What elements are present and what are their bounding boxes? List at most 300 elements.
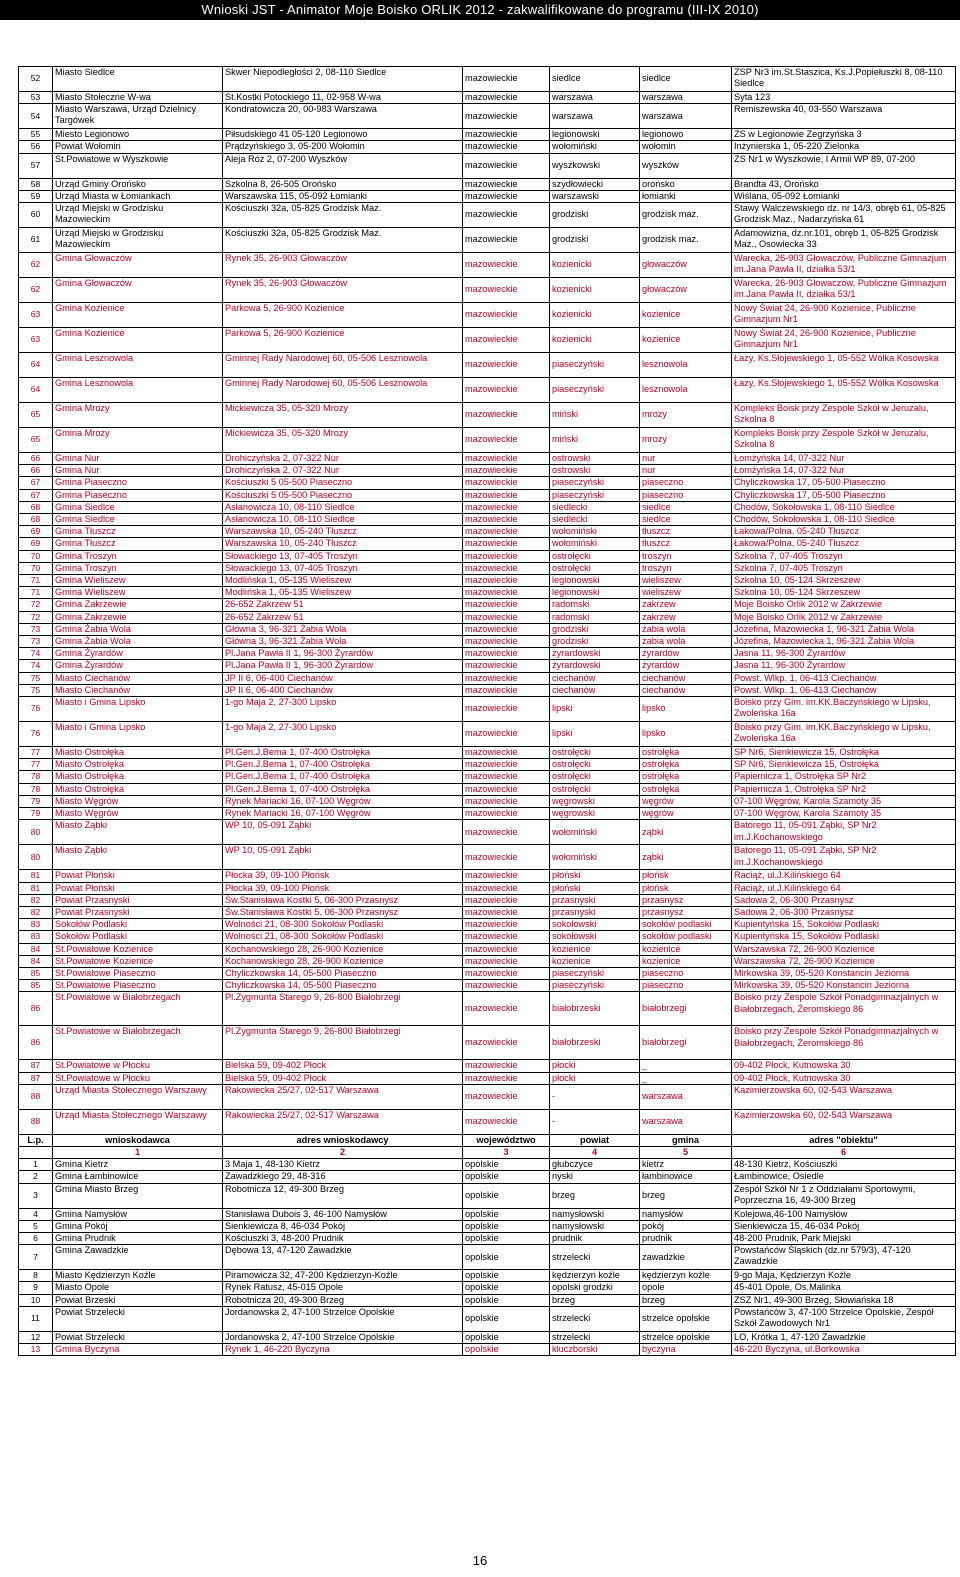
cell-lp: 85	[19, 967, 53, 979]
colnum-5: 5	[640, 1146, 732, 1158]
cell-gmina: kozienice	[640, 303, 732, 328]
cell-lp: 82	[19, 894, 53, 906]
cell-powiat: ostrołęcki	[550, 562, 640, 574]
cell-wojewodztwo: opolskie	[463, 1220, 550, 1232]
cell-gmina: piaseczno	[640, 489, 732, 501]
cell-powiat: legionowski	[550, 129, 640, 141]
cell-lp: 73	[19, 623, 53, 635]
page-number: 16	[472, 1553, 488, 1568]
cell-adres-wnioskodawcy: Św.Stanisława Kostki 5, 06-300 Przasnysz	[223, 894, 463, 906]
table-row	[19, 477, 956, 489]
colnum-2: 2	[223, 1146, 463, 1158]
cell-adres-wnioskodawcy: 26-652 Zakrzew 51	[223, 599, 463, 611]
cell-adres-wnioskodawcy: Płocka 39, 09-100 Płońsk	[223, 870, 463, 882]
cell-powiat: węgrowski	[550, 795, 640, 807]
colnum-lp	[19, 1146, 53, 1158]
cell-wojewodztwo: mazowieckie	[463, 599, 550, 611]
cell-gmina: wieliszew	[640, 575, 732, 587]
cell-gmina: żyrardów	[640, 660, 732, 672]
cell-powiat: kędzierzyn koźle	[550, 1270, 640, 1282]
table-row	[19, 550, 956, 562]
table-row	[19, 992, 956, 1026]
cell-wojewodztwo: mazowieckie	[463, 453, 550, 465]
cell-powiat: brzeg	[550, 1183, 640, 1208]
cell-adres-obiektu: Sadowa 2, 06-300 Przasnysz	[732, 894, 956, 906]
cell-gmina: żabia wola	[640, 623, 732, 635]
cell-adres-wnioskodawcy: Pl.Jana Pawła II 1, 96-300 Żyrardów	[223, 648, 463, 660]
cell-adres-wnioskodawcy: Parkowa 5, 26-900 Kozienice	[223, 303, 463, 328]
cell-wojewodztwo: mazowieckie	[463, 228, 550, 253]
cell-gmina: lipsko	[640, 722, 732, 747]
cell-wnioskodawca: Gmina Mrozy	[53, 403, 223, 428]
cell-wnioskodawca: St.Powiatowe w Płocku	[53, 1072, 223, 1084]
cell-wojewodztwo: mazowieckie	[463, 845, 550, 870]
cell-gmina: opole	[640, 1282, 732, 1294]
cell-gmina: mrozy	[640, 403, 732, 428]
table-row	[19, 278, 956, 303]
cell-adres-obiektu: Brandta 43, Orońsko	[732, 178, 956, 190]
cell-wnioskodawca: Gmina Lesznowola	[53, 353, 223, 378]
cell-wnioskodawca: Powiat Przasnyski	[53, 894, 223, 906]
table-row	[19, 759, 956, 771]
cell-lp: 69	[19, 526, 53, 538]
cell-wnioskodawca: Urząd Miasta Stołecznego Warszawy	[53, 1109, 223, 1134]
table-row	[19, 353, 956, 378]
cell-powiat: piaseczyński	[550, 353, 640, 378]
cell-lp: 74	[19, 648, 53, 660]
cell-adres-obiektu: Batorego 11, 05-091 Ząbki, SP Nr2 im.J.Kochanowskiego	[732, 820, 956, 845]
cell-powiat: kozienicki	[550, 328, 640, 353]
cell-wojewodztwo: mazowieckie	[463, 894, 550, 906]
cell-adres-wnioskodawcy: 1-go Maja 2, 27-300 Lipsko	[223, 697, 463, 722]
cell-gmina: głowaczów	[640, 278, 732, 303]
table-row	[19, 1270, 956, 1282]
cell-wnioskodawca: Powiat Strzelecki	[53, 1306, 223, 1331]
cell-wnioskodawca: Powiat Płoński	[53, 882, 223, 894]
cell-adres-wnioskodawcy: Pl.Gen.J.Bema 1, 07-400 Ostrołęka	[223, 747, 463, 759]
cell-adres-obiektu: 07-100 Węgrów, Karola Szamoty 35	[732, 808, 956, 820]
cell-wojewodztwo: mazowieckie	[463, 587, 550, 599]
cell-wnioskodawca: St.Powiatowe w Płocku	[53, 1060, 223, 1072]
cell-adres-obiektu: Wiślana, 05-092 Łomianki	[732, 190, 956, 202]
cell-lp: 84	[19, 943, 53, 955]
cell-adres-obiektu: Jasna 11, 96-300 Żyrardów	[732, 660, 956, 672]
cell-powiat: namysłowski	[550, 1208, 640, 1220]
cell-wojewodztwo: mazowieckie	[463, 967, 550, 979]
cell-adres-wnioskodawcy: Piramowicza 32, 47-200 Kędzierzyn-Koźle	[223, 1270, 463, 1282]
cell-adres-wnioskodawcy: Warszawska 115, 05-092 Łomianki	[223, 190, 463, 202]
cell-lp: 80	[19, 820, 53, 845]
table-row	[19, 1109, 956, 1134]
cell-wojewodztwo: mazowieckie	[463, 575, 550, 587]
cell-gmina: legionowo	[640, 129, 732, 141]
cell-adres-wnioskodawcy: Kościuszki 32a, 05-825 Grodzisk Maz.	[223, 203, 463, 228]
cell-wojewodztwo: mazowieckie	[463, 808, 550, 820]
cell-powiat: wołomiński	[550, 141, 640, 153]
cell-gmina: zawadzkie	[640, 1245, 732, 1270]
cell-adres-wnioskodawcy: Bielska 59, 09-402 Płock	[223, 1060, 463, 1072]
cell-lp: 84	[19, 955, 53, 967]
cell-lp: 79	[19, 795, 53, 807]
cell-wojewodztwo: mazowieckie	[463, 489, 550, 501]
table-row	[19, 845, 956, 870]
cell-powiat: siedlce	[550, 67, 640, 92]
cell-lp: 86	[19, 1026, 53, 1060]
cell-wnioskodawca: Miasto Ciechanów	[53, 672, 223, 684]
cell-lp: 78	[19, 771, 53, 783]
cell-powiat: piaseczyński	[550, 477, 640, 489]
cell-adres-obiektu: Mirkowska 39, 05-520 Konstancin Jeziorna	[732, 967, 956, 979]
cell-lp: 68	[19, 514, 53, 526]
cell-lp: 4	[19, 1208, 53, 1220]
table-row	[19, 870, 956, 882]
cell-gmina: węgrów	[640, 808, 732, 820]
cell-wnioskodawca: Miasto Ząbki	[53, 820, 223, 845]
cell-powiat: przasnyski	[550, 906, 640, 918]
table-row	[19, 178, 956, 190]
cell-lp: 81	[19, 870, 53, 882]
cell-gmina: płońsk	[640, 882, 732, 894]
cell-gmina: strzelce opolskie	[640, 1331, 732, 1343]
cell-wojewodztwo: mazowieckie	[463, 795, 550, 807]
cell-lp: 86	[19, 992, 53, 1026]
cell-adres-wnioskodawcy: Pl.Gen.J.Bema 1, 07-400 Ostrołęka	[223, 771, 463, 783]
cell-gmina: płońsk	[640, 870, 732, 882]
cell-adres-wnioskodawcy: Sienkiewicza 8, 46-034 Pokój	[223, 1220, 463, 1232]
cell-adres-wnioskodawcy: Płocka 39, 09-100 Płońsk	[223, 882, 463, 894]
cell-wnioskodawca: Gmina Żyrardów	[53, 660, 223, 672]
cell-powiat: strzelecki	[550, 1245, 640, 1270]
cell-wojewodztwo: mazowieckie	[463, 1109, 550, 1134]
cell-adres-obiektu: 9-go Maja, Kędzierzyn Koźle	[732, 1270, 956, 1282]
cell-adres-obiektu: 09-402 Płock, Kutnowska 30	[732, 1072, 956, 1084]
cell-wnioskodawca: Miasto i Gmina Lipsko	[53, 722, 223, 747]
cell-powiat: żyrardowski	[550, 660, 640, 672]
cell-adres-wnioskodawcy: Św.Stanisława Kostki 5, 06-300 Przasnysz	[223, 906, 463, 918]
cell-lp: 67	[19, 489, 53, 501]
cell-gmina: grodzisk maz.	[640, 203, 732, 228]
cell-wojewodztwo: mazowieckie	[463, 550, 550, 562]
cell-wojewodztwo: mazowieckie	[463, 428, 550, 453]
cell-lp: 68	[19, 501, 53, 513]
table-body-mazowieckie	[19, 67, 956, 1135]
cell-wojewodztwo: mazowieckie	[463, 771, 550, 783]
colnum-6: 6	[732, 1146, 956, 1158]
cell-lp: 60	[19, 203, 53, 228]
cell-adres-obiektu: Papiernicza 1, Ostrołęka SP Nr2	[732, 771, 956, 783]
cell-adres-obiektu: Warecka, 26-903 Głowaczów, Publiczne Gimnazjum im.Jana Pawła II, działka 53/1	[732, 253, 956, 278]
cell-lp: 64	[19, 378, 53, 403]
applications-table	[18, 66, 956, 1356]
cell-powiat: ostrołęcki	[550, 771, 640, 783]
cell-wojewodztwo: mazowieckie	[463, 931, 550, 943]
cell-wojewodztwo: mazowieckie	[463, 820, 550, 845]
table-row	[19, 328, 956, 353]
cell-adres-wnioskodawcy: Kościuszki 5 05-500 Piaseczno	[223, 489, 463, 501]
cell-gmina: łambinowice	[640, 1171, 732, 1183]
cell-adres-obiektu: 45-401 Opole, Os.Malinka	[732, 1282, 956, 1294]
cell-adres-wnioskodawcy: Skwer Niepodległości 2, 08-110 Siedlce	[223, 67, 463, 92]
cell-wnioskodawca: Miasto Ostrołęka	[53, 771, 223, 783]
cell-powiat: siedlecki	[550, 501, 640, 513]
cell-wojewodztwo: opolskie	[463, 1183, 550, 1208]
cell-adres-obiektu: 48-130 Kietrz, Kościuszki	[732, 1159, 956, 1171]
cell-lp: 67	[19, 477, 53, 489]
cell-adres-obiektu: Inżynierska 1, 05-220 Zielonka	[732, 141, 956, 153]
cell-adres-obiektu: Jasna 11, 96-300 Żyrardów	[732, 648, 956, 660]
cell-wojewodztwo: mazowieckie	[463, 353, 550, 378]
cell-wnioskodawca: Gmina Siedlce	[53, 501, 223, 513]
cell-wnioskodawca: Gmina Lesznowola	[53, 378, 223, 403]
cell-wnioskodawca: Gmina Głowaczów	[53, 253, 223, 278]
table-row	[19, 465, 956, 477]
cell-lp: 11	[19, 1306, 53, 1331]
cell-wojewodztwo: mazowieckie	[463, 92, 550, 104]
cell-lp: 85	[19, 980, 53, 992]
cell-wnioskodawca: Gmina Byczyna	[53, 1343, 223, 1355]
cell-adres-obiektu: Warszawska 72, 26-900 Kozienice	[732, 943, 956, 955]
cell-powiat: piaseczyński	[550, 378, 640, 403]
cell-adres-wnioskodawcy: Kondratowicza 20, 00-983 Warszawa	[223, 104, 463, 129]
cell-wnioskodawca: Gmina Nur	[53, 465, 223, 477]
cell-gmina: kietrz	[640, 1159, 732, 1171]
table-row	[19, 636, 956, 648]
cell-powiat: warszawa	[550, 92, 640, 104]
cell-adres-wnioskodawcy: Główna 3, 96-321 Żabia Wola	[223, 623, 463, 635]
cell-wojewodztwo: opolskie	[463, 1208, 550, 1220]
cell-wnioskodawca: Miasto i Gmina Lipsko	[53, 697, 223, 722]
header-wojewodztwo: województwo	[463, 1134, 550, 1146]
cell-powiat: radomski	[550, 599, 640, 611]
cell-adres-wnioskodawcy: Robotnicza 12, 49-300 Brzeg	[223, 1183, 463, 1208]
cell-adres-obiektu: Papiernicza 1, Ostrołęka SP Nr2	[732, 783, 956, 795]
cell-adres-wnioskodawcy: Asłanowicza 10, 08-110 Siedlce	[223, 514, 463, 526]
cell-wnioskodawca: Powiat Brzeski	[53, 1294, 223, 1306]
table-row	[19, 538, 956, 550]
cell-adres-obiektu: Moje Boisko Orlik 2012 w Zakrzewie	[732, 599, 956, 611]
table-row	[19, 722, 956, 747]
cell-wnioskodawca: Gmina Prudnik	[53, 1232, 223, 1244]
cell-wnioskodawca: St.Powiatowe Piaseczno	[53, 967, 223, 979]
cell-wnioskodawca: Gmina Żabia Wola	[53, 623, 223, 635]
cell-adres-wnioskodawcy: Chyliczkowska 14, 05-500 Piaseczno	[223, 980, 463, 992]
cell-wojewodztwo: mazowieckie	[463, 672, 550, 684]
cell-lp: 75	[19, 684, 53, 696]
cell-lp: 69	[19, 538, 53, 550]
cell-wojewodztwo: mazowieckie	[463, 303, 550, 328]
cell-gmina: wieliszew	[640, 587, 732, 599]
cell-wojewodztwo: mazowieckie	[463, 203, 550, 228]
cell-gmina: orońsko	[640, 178, 732, 190]
cell-adres-obiektu: Kupientyńska 15, Sokołów Podlaski	[732, 931, 956, 943]
cell-adres-wnioskodawcy: Rynek 35, 26-903 Głowaczów	[223, 253, 463, 278]
cell-wnioskodawca: Gmina Zakrzewie	[53, 599, 223, 611]
cell-adres-obiektu: Szkolna 7, 07-405 Troszyn	[732, 562, 956, 574]
cell-adres-obiektu: Adamowizna, dz.nr.101, obręb 1, 05-825 Grodzisk Maz., Osowiecka 33	[732, 228, 956, 253]
cell-wnioskodawca: Miasto Węgrów	[53, 808, 223, 820]
cell-powiat: sokołowski	[550, 919, 640, 931]
cell-powiat: białobrzeski	[550, 1026, 640, 1060]
cell-lp: 1	[19, 1159, 53, 1171]
cell-gmina: sokołów podlaski	[640, 919, 732, 931]
cell-wnioskodawca: St.Powiatowe w Białobrzegach	[53, 1026, 223, 1060]
cell-powiat: brzeg	[550, 1294, 640, 1306]
cell-wojewodztwo: mazowieckie	[463, 636, 550, 648]
table-row	[19, 771, 956, 783]
cell-powiat: wołomiński	[550, 526, 640, 538]
cell-wnioskodawca: Urząd Gminy Orońsko	[53, 178, 223, 190]
cell-powiat: piaseczyński	[550, 489, 640, 501]
cell-lp: 58	[19, 178, 53, 190]
cell-adres-wnioskodawcy: Słowackiego 13, 07-405 Troszyn	[223, 550, 463, 562]
cell-wnioskodawca: Miasto Warszawa, Urząd Dzielnicy Targówek	[53, 104, 223, 129]
table-row	[19, 894, 956, 906]
cell-wnioskodawca: Gmina Nur	[53, 453, 223, 465]
cell-gmina: siedlce	[640, 514, 732, 526]
cell-adres-wnioskodawcy: Szkolna 8, 26-505 Orońsko	[223, 178, 463, 190]
cell-wojewodztwo: mazowieckie	[463, 378, 550, 403]
cell-wojewodztwo: mazowieckie	[463, 129, 550, 141]
cell-adres-wnioskodawcy: Dębowa 13, 47-120 Zawadzkie	[223, 1245, 463, 1270]
table-row	[19, 253, 956, 278]
cell-adres-wnioskodawcy: Główna 3, 96-321 Żabia Wola	[223, 636, 463, 648]
cell-wojewodztwo: mazowieckie	[463, 141, 550, 153]
cell-adres-obiektu: Kompleks Boisk przy Zespole Szkół w Jeruzalu, Szkolna 8	[732, 428, 956, 453]
cell-wojewodztwo: opolskie	[463, 1270, 550, 1282]
cell-wojewodztwo: mazowieckie	[463, 477, 550, 489]
cell-powiat: legionowski	[550, 575, 640, 587]
cell-powiat: siedlecki	[550, 514, 640, 526]
table-row	[19, 931, 956, 943]
cell-gmina: białobrzegi	[640, 992, 732, 1026]
cell-lp: 13	[19, 1343, 53, 1355]
table-row	[19, 1306, 956, 1331]
table-row	[19, 882, 956, 894]
cell-lp: 62	[19, 278, 53, 303]
table-row	[19, 599, 956, 611]
cell-gmina: przasnysz	[640, 894, 732, 906]
cell-wojewodztwo: mazowieckie	[463, 67, 550, 92]
cell-wnioskodawca: Gmina Pokój	[53, 1220, 223, 1232]
cell-lp: 80	[19, 845, 53, 870]
cell-wojewodztwo: opolskie	[463, 1331, 550, 1343]
cell-wojewodztwo: mazowieckie	[463, 759, 550, 771]
cell-lp: 12	[19, 1331, 53, 1343]
cell-wnioskodawca: Gmina Żabia Wola	[53, 636, 223, 648]
cell-gmina: zakrzew	[640, 611, 732, 623]
cell-adres-wnioskodawcy: Pl.Zygmunta Starego 9, 26-800 Białobrzegi	[223, 1026, 463, 1060]
cell-powiat: grodziski	[550, 623, 640, 635]
cell-wojewodztwo: mazowieckie	[463, 870, 550, 882]
cell-wojewodztwo: mazowieckie	[463, 906, 550, 918]
cell-wojewodztwo: mazowieckie	[463, 980, 550, 992]
cell-powiat: piaseczyński	[550, 967, 640, 979]
column-number-row	[19, 1146, 956, 1158]
cell-wnioskodawca: Miasto Ciechanów	[53, 684, 223, 696]
cell-gmina: kozienice	[640, 955, 732, 967]
cell-adres-wnioskodawcy: Pl.Gen.J.Bema 1, 07-400 Ostrołęka	[223, 783, 463, 795]
cell-adres-wnioskodawcy: Warszawska 10, 05-240 Tłuszcz	[223, 538, 463, 550]
cell-adres-wnioskodawcy: Stanisława Dubois 3, 46-100 Namysłów	[223, 1208, 463, 1220]
cell-gmina: _	[640, 1072, 732, 1084]
cell-adres-wnioskodawcy: Pl.Zygmunta Starego 9, 26-800 Białobrzegi	[223, 992, 463, 1026]
cell-adres-obiektu: ZS w Legionowie Zegrzyńska 3	[732, 129, 956, 141]
cell-powiat: kluczborski	[550, 1343, 640, 1355]
cell-powiat: opolski grodzki	[550, 1282, 640, 1294]
cell-wnioskodawca: Gmina Namysłów	[53, 1208, 223, 1220]
table-row	[19, 980, 956, 992]
cell-adres-wnioskodawcy: Kościuszki 3, 48-200 Prudnik	[223, 1232, 463, 1244]
table-row	[19, 820, 956, 845]
cell-powiat: płoński	[550, 882, 640, 894]
cell-adres-wnioskodawcy: Zawadzkiego 29, 48-316	[223, 1171, 463, 1183]
cell-adres-obiektu: 48-200 Prudnik, Park Miejski	[732, 1232, 956, 1244]
cell-adres-wnioskodawcy: Wolności 21, 08-300 Sokołów Podlaski	[223, 919, 463, 931]
cell-lp: 59	[19, 190, 53, 202]
cell-adres-wnioskodawcy: Jordanowska 2, 47-100 Strzelce Opolskie	[223, 1331, 463, 1343]
cell-gmina: zakrzew	[640, 599, 732, 611]
cell-adres-obiektu: Moje Boisko Orlik 2012 w Zakrzewie	[732, 611, 956, 623]
cell-gmina: ostrołęka	[640, 771, 732, 783]
cell-wojewodztwo: mazowieckie	[463, 278, 550, 303]
cell-powiat: miński	[550, 428, 640, 453]
cell-lp: 81	[19, 882, 53, 894]
cell-powiat: ostrowski	[550, 453, 640, 465]
cell-wnioskodawca: Urząd Miasta w Łomiankach	[53, 190, 223, 202]
cell-lp: 65	[19, 428, 53, 453]
cell-gmina: ostrołęka	[640, 747, 732, 759]
cell-wojewodztwo: mazowieckie	[463, 538, 550, 550]
cell-adres-wnioskodawcy: Kościuszki 5 05-500 Piaseczno	[223, 477, 463, 489]
table-row	[19, 672, 956, 684]
cell-adres-wnioskodawcy: Wolności 21, 08-300 Sokołów Podlaski	[223, 931, 463, 943]
cell-adres-obiektu: Chyliczkowska 17, 05-500 Piaseczno	[732, 489, 956, 501]
table-row	[19, 92, 956, 104]
cell-adres-obiektu: Kazimierzowska 60, 02-543 Warszawa	[732, 1084, 956, 1109]
cell-adres-wnioskodawcy: Pl.Jana Pawła II 1, 96-300 Żyrardów	[223, 660, 463, 672]
cell-lp: 71	[19, 587, 53, 599]
cell-powiat: wyszkowski	[550, 153, 640, 178]
cell-gmina: piaseczno	[640, 477, 732, 489]
cell-adres-wnioskodawcy: Rakowiecka 25/27, 02-517 Warszawa	[223, 1109, 463, 1134]
cell-powiat: wołomiński	[550, 820, 640, 845]
table-row	[19, 526, 956, 538]
table-row	[19, 1159, 956, 1171]
cell-wojewodztwo: mazowieckie	[463, 684, 550, 696]
cell-lp: 57	[19, 153, 53, 178]
cell-wojewodztwo: mazowieckie	[463, 178, 550, 190]
cell-powiat: kozienicki	[550, 303, 640, 328]
cell-gmina: tłuszcz	[640, 538, 732, 550]
cell-wojewodztwo: mazowieckie	[463, 1084, 550, 1109]
cell-wnioskodawca: Miasto Kędzierzyn Koźle	[53, 1270, 223, 1282]
cell-lp: 52	[19, 67, 53, 92]
table-row	[19, 501, 956, 513]
cell-powiat: -	[550, 1084, 640, 1109]
cell-adres-wnioskodawcy: Gminnej Rady Narodowej 60, 05-506 Lesznowola	[223, 378, 463, 403]
cell-lp: 83	[19, 931, 53, 943]
cell-adres-obiektu: Józefina, Mazowiecka 1, 96-321 Żabia Wola	[732, 623, 956, 635]
header-gmina: gmina	[640, 1134, 732, 1146]
cell-lp: 71	[19, 575, 53, 587]
cell-wnioskodawca: Powiat Przasnyski	[53, 906, 223, 918]
cell-wojewodztwo: opolskie	[463, 1294, 550, 1306]
table-row	[19, 943, 956, 955]
table-row	[19, 623, 956, 635]
cell-lp: 63	[19, 328, 53, 353]
cell-gmina: żyrardów	[640, 648, 732, 660]
table-row	[19, 660, 956, 672]
